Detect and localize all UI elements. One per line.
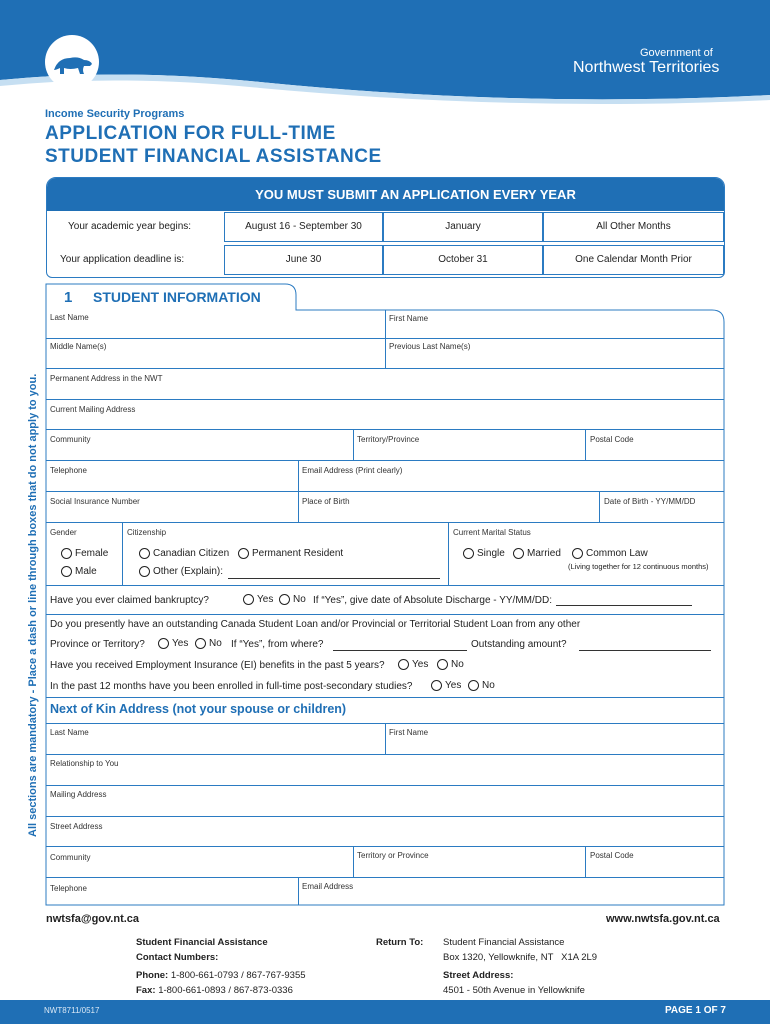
yes-label: Yes: [445, 680, 462, 692]
middle-names-field[interactable]: Middle Name(s): [50, 342, 107, 351]
radio-icon: [279, 594, 290, 605]
radio-icon: [195, 638, 206, 649]
row1-cell-1: August 16 - September 30: [224, 212, 383, 242]
loan-question: Do you presently have an outstanding Canada Student Loan and/or Provincial or Territorial Student Loan from any other: [50, 619, 581, 630]
return-line-1: Student Financial Assistance: [443, 937, 565, 948]
radio-icon: [398, 659, 409, 670]
last-name-field[interactable]: Last Name: [50, 313, 89, 322]
street-address: 4501 - 50th Avenue in Yellowknife: [443, 985, 585, 996]
divider: [46, 816, 724, 817]
gov-line2: Northwest Territories: [573, 59, 720, 76]
no-label: No: [209, 638, 222, 650]
nok-mailing-address-field[interactable]: Mailing Address: [50, 790, 107, 799]
mailing-address-field[interactable]: Current Mailing Address: [50, 405, 136, 414]
gender-label: Gender: [50, 528, 77, 537]
previous-last-names-field[interactable]: Previous Last Name(s): [389, 342, 471, 351]
radio-icon: [513, 548, 524, 559]
outstanding-line[interactable]: [579, 650, 711, 651]
academic-year-label: Your academic year begins:: [68, 221, 192, 232]
marital-label: Current Marital Status: [453, 528, 531, 537]
radio-icon: [243, 594, 254, 605]
divider: [46, 585, 724, 586]
bankruptcy-yes-radio[interactable]: [243, 594, 273, 605]
telephone-field[interactable]: Telephone: [50, 466, 87, 475]
divider: [298, 877, 299, 905]
other-radio[interactable]: [139, 566, 223, 577]
divider: [46, 785, 724, 786]
loan-no-radio[interactable]: [195, 638, 222, 649]
divider: [385, 723, 386, 754]
community-field[interactable]: Community: [50, 435, 91, 444]
page-number: PAGE 1 OF 7: [665, 1005, 726, 1016]
contact-title-2: Contact Numbers:: [136, 952, 219, 963]
nok-telephone-field[interactable]: Telephone: [50, 884, 87, 893]
street-label: Street Address:: [443, 970, 514, 981]
ei-no-radio[interactable]: [437, 659, 464, 670]
male-radio[interactable]: [61, 566, 97, 577]
radio-icon: [61, 566, 72, 577]
row2-cell-2: October 31: [383, 245, 543, 275]
divider: [46, 399, 724, 400]
radio-icon: [463, 548, 474, 559]
common-law-radio[interactable]: [572, 548, 648, 559]
footer-bar: [0, 1000, 770, 1024]
divider: [46, 697, 724, 698]
ei-question: Have you received Employment Insurance (EI) benefits in the past 5 years?: [50, 660, 385, 671]
radio-icon: [158, 638, 169, 649]
row2-cell-3: One Calendar Month Prior: [543, 245, 724, 275]
section1-number: 1: [64, 289, 73, 306]
loan-where-label: If “Yes”, from where?: [231, 639, 324, 650]
married-label: Married: [527, 548, 561, 560]
territory-field[interactable]: Territory/Province: [357, 435, 420, 444]
nok-territory-field[interactable]: Territory or Province: [357, 851, 429, 860]
yes-label: Yes: [257, 594, 274, 606]
nok-postal-code-field[interactable]: Postal Code: [590, 851, 634, 860]
deadline-banner: YOU MUST SUBMIT AN APPLICATION EVERY YEAR: [47, 178, 724, 211]
phone-numbers: 1-800-661-0793 / 867-767-9355: [170, 970, 306, 981]
divider: [385, 310, 386, 368]
bankruptcy-no-radio[interactable]: [279, 594, 306, 605]
radio-icon: [238, 548, 249, 559]
loan-question-2: Province or Territory?: [50, 639, 145, 650]
divider: [46, 614, 724, 615]
bankruptcy-followup: If “Yes”, give date of Absolute Discharge - YY/MM/DD:: [313, 595, 552, 606]
section1-title: STUDENT INFORMATION: [93, 289, 261, 305]
phone-line: [136, 970, 306, 981]
radio-icon: [468, 680, 479, 691]
gov-line1: Government of: [640, 47, 713, 59]
divider: [585, 846, 586, 877]
divider: [46, 846, 724, 847]
program-name: Income Security Programs: [45, 108, 185, 120]
row1-cell-2: January: [383, 212, 543, 242]
enrolled-question: In the past 12 months have you been enrolled in full-time post-secondary studies?: [50, 681, 413, 692]
other-label: Other (Explain):: [153, 566, 224, 578]
nok-first-name-field[interactable]: First Name: [389, 728, 429, 737]
single-label: Single: [477, 548, 505, 560]
nok-community-field[interactable]: Community: [50, 853, 91, 862]
divider: [585, 429, 586, 460]
phone-label: Phone:: [136, 970, 169, 981]
deadline-label: Your application deadline is:: [60, 254, 185, 265]
fax-line: [136, 985, 293, 996]
other-explain-line[interactable]: [228, 578, 440, 579]
enrolled-no-radio[interactable]: [468, 680, 495, 691]
page-title-line2: STUDENT FINANCIAL ASSISTANCE: [45, 146, 382, 167]
divider: [46, 491, 724, 492]
radio-icon: [431, 680, 442, 691]
divider: [46, 754, 724, 755]
nok-email-field[interactable]: Email Address: [302, 882, 354, 891]
divider: [298, 460, 299, 522]
female-label: Female: [75, 548, 109, 560]
divider: [46, 429, 724, 430]
divider: [46, 460, 724, 461]
enrolled-yes-radio[interactable]: [431, 680, 461, 691]
common-law-label: Common Law: [586, 548, 648, 560]
no-label: No: [482, 680, 495, 692]
fax-label: Fax:: [136, 985, 156, 996]
female-radio[interactable]: [61, 548, 108, 559]
next-of-kin-title: Next of Kin Address (not your spouse or children): [50, 702, 347, 716]
outstanding-label: Outstanding amount?: [471, 639, 567, 650]
return-to-label: Return To:: [376, 937, 424, 948]
nok-street-address-field[interactable]: Street Address: [50, 822, 103, 831]
radio-icon: [437, 659, 448, 670]
divider: [46, 877, 724, 878]
contact-title-1: Student Financial Assistance: [136, 937, 268, 948]
nok-relationship-field[interactable]: Relationship to You: [50, 759, 119, 768]
radio-icon: [61, 548, 72, 559]
divider: [122, 522, 123, 585]
yes-label: Yes: [172, 638, 189, 650]
nok-last-name-field[interactable]: Last Name: [50, 728, 89, 737]
divider: [353, 846, 354, 877]
fax-numbers: 1-800-661-0893 / 867-873-0336: [158, 985, 293, 996]
divider: [353, 429, 354, 460]
no-label: No: [293, 594, 306, 606]
divider: [448, 522, 449, 585]
bankruptcy-question: Have you ever claimed bankruptcy?: [50, 595, 209, 606]
discharge-date-line[interactable]: [556, 605, 692, 606]
married-radio[interactable]: [513, 548, 561, 559]
side-note: All sections are mandatory - Place a dash or line through boxes that do not apply to you.: [27, 373, 39, 837]
no-label: No: [451, 659, 464, 671]
permanent-resident-radio[interactable]: [238, 548, 343, 559]
postal-code-field[interactable]: Postal Code: [590, 435, 634, 444]
common-law-note: (Living together for 12 continuous months): [568, 562, 709, 571]
divider: [46, 522, 724, 523]
loan-where-line[interactable]: [333, 650, 467, 651]
sin-field[interactable]: Social Insurance Number: [50, 497, 140, 506]
divider: [46, 368, 724, 369]
ei-yes-radio[interactable]: [398, 659, 428, 670]
page-title-line1: APPLICATION FOR FULL-TIME: [45, 123, 336, 144]
place-of-birth-field[interactable]: Place of Birth: [302, 497, 350, 506]
first-name-field[interactable]: First Name: [389, 314, 429, 323]
radio-icon: [572, 548, 583, 559]
permanent-address-field[interactable]: Permanent Address in the NWT: [50, 374, 163, 383]
row1-cell-3: All Other Months: [543, 212, 724, 242]
radio-icon: [139, 548, 150, 559]
canadian-radio[interactable]: [139, 548, 229, 559]
male-label: Male: [75, 566, 97, 578]
canadian-label: Canadian Citizen: [153, 548, 230, 560]
email-field[interactable]: Email Address (Print clearly): [302, 466, 403, 475]
permanent-resident-label: Permanent Resident: [252, 548, 344, 560]
single-radio[interactable]: [463, 548, 505, 559]
form-code: NWT8711/0517: [44, 1006, 100, 1015]
return-line-2: Box 1320, Yellowknife, NT X1A 2L9: [443, 952, 598, 963]
divider: [599, 491, 600, 522]
radio-icon: [139, 566, 150, 577]
footer-website[interactable]: www.nwtsfa.gov.nt.ca: [606, 913, 720, 925]
dob-field[interactable]: Date of Birth - YY/MM/DD: [604, 497, 696, 506]
row2-cell-1: June 30: [224, 245, 383, 275]
yes-label: Yes: [412, 659, 429, 671]
footer-email[interactable]: nwtsfa@gov.nt.ca: [46, 913, 140, 925]
citizenship-label: Citizenship: [127, 528, 167, 537]
loan-yes-radio[interactable]: [158, 638, 188, 649]
